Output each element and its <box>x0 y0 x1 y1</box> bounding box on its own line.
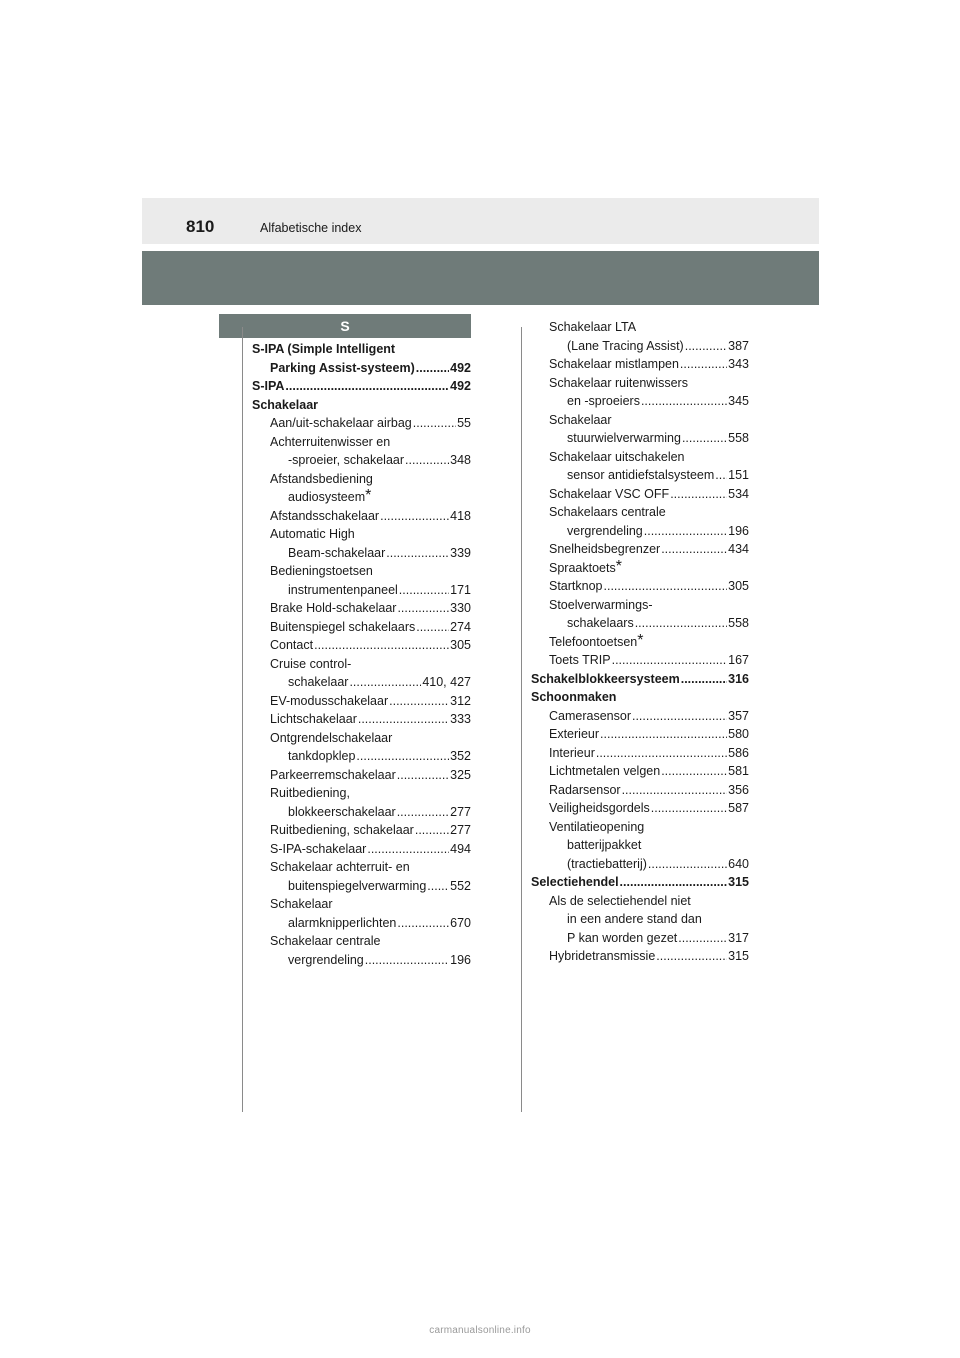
leader-dots <box>397 803 449 822</box>
leader-dots <box>416 359 449 378</box>
leader-dots <box>356 747 449 766</box>
index-column-right <box>531 318 749 966</box>
leader-dots <box>427 877 449 896</box>
index-entry <box>531 355 749 374</box>
page-reference: 151 <box>728 468 749 482</box>
index-entry <box>531 448 749 485</box>
index-entry <box>252 507 471 526</box>
page-reference: 305 <box>450 638 471 652</box>
index-entry <box>531 318 749 355</box>
index-entry <box>531 799 749 818</box>
entry-text: (Lane Tracing Assist) <box>567 338 684 353</box>
entry-text: en -sproeiers <box>567 394 640 408</box>
entry-text: Schakelaar uitschakelen <box>549 449 685 464</box>
leader-dots <box>399 581 449 600</box>
page-reference: 418 <box>450 508 471 523</box>
entry-text: Buitenspiegel schakelaars <box>270 619 416 634</box>
leader-dots <box>380 507 449 526</box>
entry-text: Afstandsbediening <box>270 471 373 486</box>
index-entry: Spraaktoets * <box>531 559 749 578</box>
entry-text: P kan worden gezet <box>567 930 678 945</box>
leader-dots <box>367 840 449 859</box>
page-reference: 356 <box>728 782 749 797</box>
leader-dots <box>285 377 449 396</box>
leader-dots <box>661 540 727 559</box>
entry-text: Cruise control- <box>270 656 352 671</box>
entry-text: vergrendeling <box>567 523 643 538</box>
page-reference: 387 <box>728 338 749 353</box>
leader-dots <box>680 355 727 374</box>
entry-text: Spraaktoets <box>549 560 616 575</box>
leader-dots <box>644 522 727 541</box>
page-reference: 410, 427 <box>422 675 471 689</box>
leader-dots <box>622 781 728 800</box>
leader-dots <box>612 651 728 670</box>
entry-text: Lichtschakelaar <box>270 712 357 726</box>
entry-text: audiosysteem <box>288 490 366 504</box>
page-reference: 274 <box>450 619 471 634</box>
leader-dots <box>389 692 449 711</box>
index-entry <box>252 821 471 840</box>
page-reference: 534 <box>728 486 749 501</box>
entry-text: Schakelaar <box>549 412 612 427</box>
index-entry <box>252 655 471 692</box>
page-reference: 558 <box>728 431 749 445</box>
index-entry <box>531 596 749 633</box>
entry-text: Afstandsschakelaar <box>270 508 380 523</box>
page-reference: 171 <box>450 582 471 597</box>
index-entry <box>531 818 749 874</box>
page-reference: 357 <box>728 708 749 723</box>
entry-text: Contact <box>270 638 314 652</box>
page-reference: 196 <box>728 523 749 538</box>
header-bar <box>142 198 819 244</box>
page-reference: 492 <box>450 360 471 375</box>
entry-text: Automatic High <box>270 527 355 541</box>
page-reference: 312 <box>450 693 471 708</box>
leader-dots <box>632 707 727 726</box>
index-entry <box>531 503 749 540</box>
page-reference: 316 <box>728 671 749 686</box>
leader-dots <box>397 766 449 785</box>
entry-text: Achterruitenwisser en <box>270 434 391 449</box>
index-entry <box>252 766 471 785</box>
leader-dots <box>648 855 727 874</box>
entry-text: Hybridetransmissie <box>549 949 656 963</box>
entry-text: Schakelaar mistlampen <box>549 357 679 371</box>
index-entry <box>531 374 749 411</box>
leader-dots <box>365 951 449 970</box>
index-entry <box>252 433 471 470</box>
index-entry <box>252 895 471 932</box>
index-entry: Afstandsbediening audiosysteem * <box>252 470 471 507</box>
entry-text: Lichtmetalen velgen <box>549 764 661 778</box>
entry-text: Ontgrendelschakelaar <box>270 730 393 745</box>
index-entry <box>252 840 471 859</box>
page-reference: 55 <box>457 416 471 430</box>
entry-text: blokkeerschakelaar <box>288 804 396 819</box>
entry-text: Brake Hold-schakelaar <box>270 601 397 615</box>
index-entry <box>252 414 471 433</box>
column-divider-right <box>521 327 522 1112</box>
page-reference: 325 <box>450 767 471 782</box>
entry-text: sensor antidiefstalsysteem <box>567 468 715 482</box>
entry-text: schakelaar <box>288 675 349 689</box>
entry-text: instrumentenpaneel <box>288 582 398 597</box>
entry-text: S-IPA (Simple Intelligent <box>252 342 396 356</box>
page-reference: 333 <box>450 712 471 726</box>
index-entry <box>531 411 749 448</box>
entry-text: S-IPA-schakelaar <box>270 841 367 856</box>
leader-dots <box>682 429 727 448</box>
leader-dots <box>678 929 727 948</box>
leader-dots <box>413 414 456 433</box>
page-reference: 587 <box>728 801 749 815</box>
entry-text: -sproeier, schakelaar <box>288 453 405 467</box>
entry-text: vergrendeling <box>288 952 364 967</box>
index-entry <box>252 932 471 969</box>
page-reference: 352 <box>450 749 471 763</box>
entry-text: schakelaars <box>567 616 634 630</box>
index-heading <box>531 873 749 892</box>
entry-text: Radarsensor <box>549 782 621 797</box>
entry-text: Schakelaar <box>252 397 319 412</box>
entry-text: Schakelaar <box>270 897 333 911</box>
page-reference: 492 <box>450 379 471 393</box>
index-entry <box>531 707 749 726</box>
page-reference: 317 <box>728 930 749 945</box>
leader-dots <box>681 670 727 689</box>
entry-text: Telefoontoetsen <box>549 634 638 649</box>
index-entry <box>252 784 471 821</box>
entry-text: EV-modusschakelaar <box>270 693 389 708</box>
entry-text: Schakelaar VSC OFF <box>549 486 670 501</box>
leader-dots <box>651 799 727 818</box>
entry-text: stuurwielverwarming <box>567 431 681 445</box>
entry-text: tankdopklep <box>288 749 356 763</box>
leader-dots <box>349 673 421 692</box>
index-heading <box>252 396 471 415</box>
leader-dots <box>397 914 449 933</box>
index-entry <box>531 577 749 596</box>
entry-text: Snelheidsbegrenzer <box>549 542 661 556</box>
leader-dots <box>415 821 449 840</box>
entry-text: Veiligheidsgordels <box>549 801 650 815</box>
entry-text: buitenspiegelverwarming <box>288 878 427 893</box>
entry-text: Stoelverwarmings- <box>549 597 653 612</box>
leader-dots <box>600 725 727 744</box>
page-reference: 315 <box>728 949 749 963</box>
leader-dots <box>685 337 727 356</box>
entry-text: Ruitbediening, schakelaar <box>270 823 414 837</box>
index-entry <box>531 744 749 763</box>
index-entry <box>531 540 749 559</box>
page-reference: 277 <box>450 804 471 819</box>
entry-text: Exterieur <box>549 727 600 741</box>
column-divider-left <box>242 327 243 1112</box>
page-reference: 305 <box>728 579 749 593</box>
section-band <box>142 251 819 305</box>
index-entry <box>252 636 471 655</box>
leader-dots <box>620 873 728 892</box>
page-reference: 581 <box>728 764 749 778</box>
leader-dots <box>596 744 727 763</box>
page-reference: 330 <box>450 601 471 615</box>
index-entry <box>252 618 471 637</box>
index-entry <box>252 599 471 618</box>
page-reference: 640 <box>728 856 749 871</box>
leader-dots <box>641 392 727 411</box>
page-reference: 586 <box>728 745 749 760</box>
page-reference: 552 <box>450 878 471 893</box>
page-reference: 167 <box>728 653 749 667</box>
entry-text: Beam-schakelaar <box>288 545 386 560</box>
leader-dots <box>670 485 727 504</box>
leader-dots <box>397 599 449 618</box>
entry-text: Schoonmaken <box>531 690 617 704</box>
entry-text: Parking Assist-systeem) <box>270 360 415 375</box>
index-heading <box>531 670 749 689</box>
index-entry: Telefoontoetsen * <box>531 633 749 652</box>
index-entry <box>531 651 749 670</box>
page-reference: 196 <box>450 952 471 967</box>
entry-text: S-IPA <box>252 379 285 393</box>
section-letter: S <box>219 314 471 338</box>
index-entry <box>531 947 749 966</box>
entry-text: Startknop <box>549 579 603 593</box>
entry-text: alarmknipperlichten <box>288 915 397 930</box>
entry-text: Als de selectiehendel niet <box>549 893 691 908</box>
leader-dots <box>416 618 449 637</box>
leader-dots <box>715 466 727 485</box>
leader-dots <box>656 947 727 966</box>
page-reference: 494 <box>450 841 471 856</box>
entry-text: Ruitbediening, <box>270 786 350 800</box>
index-column-left <box>252 340 471 969</box>
page-reference: 343 <box>728 357 749 371</box>
footer-watermark: carmanualsonline.info <box>429 1325 531 1336</box>
page-reference: 558 <box>728 616 749 630</box>
page-number: 810 <box>186 217 215 236</box>
leader-dots <box>358 710 449 729</box>
page-reference: 315 <box>728 875 749 889</box>
page-reference: 348 <box>450 453 471 467</box>
page-reference: 670 <box>450 915 471 930</box>
entry-text: Bedieningstoetsen <box>270 564 373 578</box>
entry-text: Interieur <box>549 745 595 760</box>
entry-text: Ventilatieopening <box>549 819 645 834</box>
index-entry <box>531 762 749 781</box>
index-entry <box>531 781 749 800</box>
index-entry <box>531 725 749 744</box>
entry-text: Schakelaar achterruit- en <box>270 860 410 874</box>
entry-text: Aan/uit-schakelaar airbag <box>270 416 412 430</box>
index-entry <box>531 892 749 948</box>
entry-text: Schakelaar LTA <box>549 320 637 334</box>
leader-dots <box>405 451 449 470</box>
page-reference: 339 <box>450 545 471 560</box>
page-reference: 277 <box>450 823 471 837</box>
entry-text: Selectiehendel <box>531 875 619 889</box>
index-entry <box>252 692 471 711</box>
index-heading <box>531 688 749 707</box>
entry-text: Camerasensor <box>549 708 631 723</box>
page-reference: 345 <box>728 394 749 408</box>
leader-dots <box>604 577 728 596</box>
entry-text: (tractiebatterij) <box>567 856 647 871</box>
entry-text: Schakelaar ruitenwissers <box>549 375 688 390</box>
page-reference: 580 <box>728 727 749 741</box>
entry-text: Schakelblokkeersysteem <box>531 671 680 686</box>
entry-text: Toets TRIP <box>549 653 611 667</box>
leader-dots <box>386 544 449 563</box>
page-reference: 434 <box>728 542 749 556</box>
leader-dots <box>314 636 449 655</box>
entry-text: batterijpakket <box>567 838 642 852</box>
entry-text: Schakelaar centrale <box>270 934 381 948</box>
entry-text: Parkeerremschakelaar <box>270 767 396 782</box>
index-entry <box>252 710 471 729</box>
index-heading <box>252 340 471 377</box>
index-entry <box>252 858 471 895</box>
index-heading <box>252 377 471 396</box>
index-entry <box>252 525 471 562</box>
header-title: Alfabetische index <box>260 221 362 235</box>
index-entry <box>252 562 471 599</box>
entry-text: Schakelaars centrale <box>549 505 666 519</box>
leader-dots <box>635 614 727 633</box>
entry-text: in een andere stand dan <box>567 912 702 926</box>
index-entry <box>252 729 471 766</box>
leader-dots <box>661 762 727 781</box>
index-entry <box>531 485 749 504</box>
